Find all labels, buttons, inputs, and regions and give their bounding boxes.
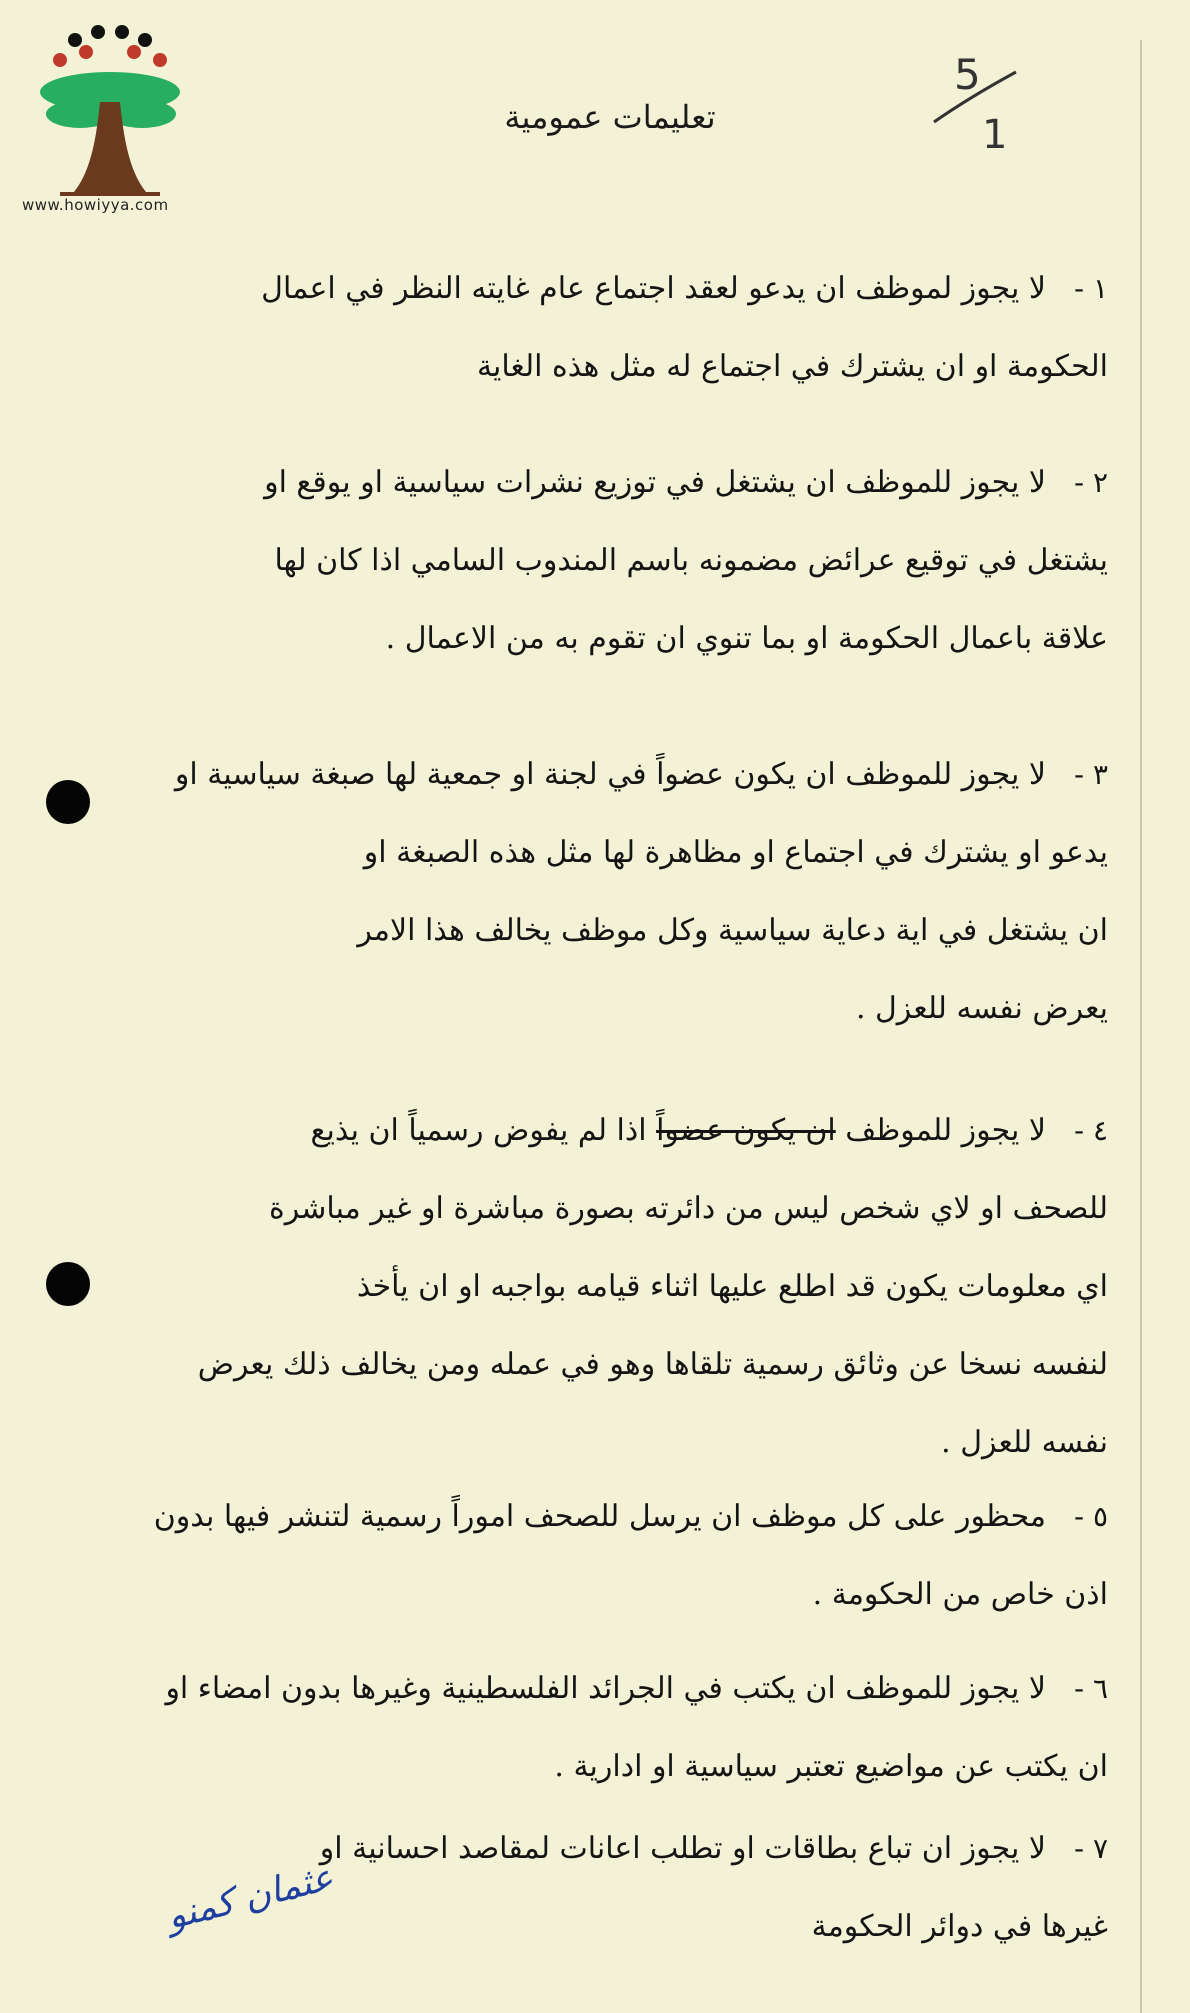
item-text: لا يجوز للموظف ان يكون عضواً اذا لم يفوض رسمياً ان يذيع [310,1113,1046,1148]
struck-text: ان يكون عضواً [656,1113,836,1148]
item-number: ٢ - [1073,466,1108,499]
item-text: لا يجوز للموظف ان يشتغل في توزيع نشرات سياسية او يوقع او [264,465,1046,500]
howiyya-logo [20,22,200,222]
item-text: اي معلومات يكون قد اطلع عليها اثناء قيامه بواجبه او ان يأخذ [356,1269,1108,1304]
item-text: ان يكتب عن مواضيع تعتبر سياسية او ادارية . [554,1749,1108,1784]
item-number: ٧ - [1073,1832,1108,1865]
instruction-item-2 [264,444,1108,678]
item-text: للصحف او لاي شخص ليس من دائرته بصورة مباشرة او غير مباشرة [269,1191,1108,1226]
item-number: ٦ - [1073,1672,1108,1705]
page-number-top: 5 [954,50,981,99]
item-text: نفسه للعزل . [941,1425,1108,1460]
signature: عثمان كمنو [162,1856,338,1938]
watermark-url[interactable]: www.howiyya.com [22,196,169,214]
instruction-item-5 [154,1478,1108,1634]
punch-hole [46,780,90,824]
item-text: لا يجوز لموظف ان يدعو لعقد اجتماع عام غايته النظر في اعمال [261,271,1046,306]
item-number: ٥ - [1073,1500,1108,1533]
item-number: ٣ - [1073,758,1108,791]
item-text: اذن خاص من الحكومة . [812,1577,1108,1612]
item-text: يعرض نفسه للعزل . [855,991,1108,1026]
item-text: محظور على كل موظف ان يرسل للصحف اموراً رسمية لتنشر فيها بدون [153,1499,1046,1534]
instruction-item-6 [165,1650,1108,1806]
item-text: غيرها في دوائر الحكومة [811,1909,1108,1944]
item-text: يشتغل في توقيع عرائض مضمونه باسم المندوب السامي اذا كان لها [274,543,1108,578]
item-number: ٤ - [1073,1114,1108,1147]
margin-line [1140,40,1142,2013]
instruction-item-4 [198,1092,1108,1482]
item-text: لنفسه نسخا عن وثائق رسمية تلقاها وهو في عمله ومن يخالف ذلك يعرض [197,1347,1108,1382]
instruction-item-1 [261,250,1108,406]
page-title: تعليمات عمومية [504,98,716,136]
page-number-bottom: 1 [982,112,1008,158]
instruction-item-3 [175,736,1108,1048]
item-text: لا يجوز ان تباع بطاقات او تطلب اعانات لمقاصد احسانية او [319,1831,1046,1866]
page-number [930,50,1020,158]
item-text: لا يجوز للموظف ان يكتب في الجرائد الفلسطينية وغيرها بدون امضاء او [165,1671,1046,1706]
item-text: لا يجوز للموظف ان يكون عضواً في لجنة او جمعية لها صبغة سياسية او [174,757,1046,792]
instruction-item-7 [320,1810,1108,1966]
punch-hole [46,1262,90,1306]
item-text: الحكومة او ان يشترك في اجتماع له مثل هذه الغاية [476,349,1108,384]
item-number: ١ - [1073,272,1108,305]
item-text: ان يشتغل في اية دعاية سياسية وكل موظف يخالف هذا الامر [357,913,1108,948]
item-text: يدعو او يشترك في اجتماع او مظاهرة لها مثل هذه الصبغة او [363,835,1108,870]
item-text: علاقة باعمال الحكومة او بما تنوي ان تقوم به من الاعمال . [385,621,1108,656]
